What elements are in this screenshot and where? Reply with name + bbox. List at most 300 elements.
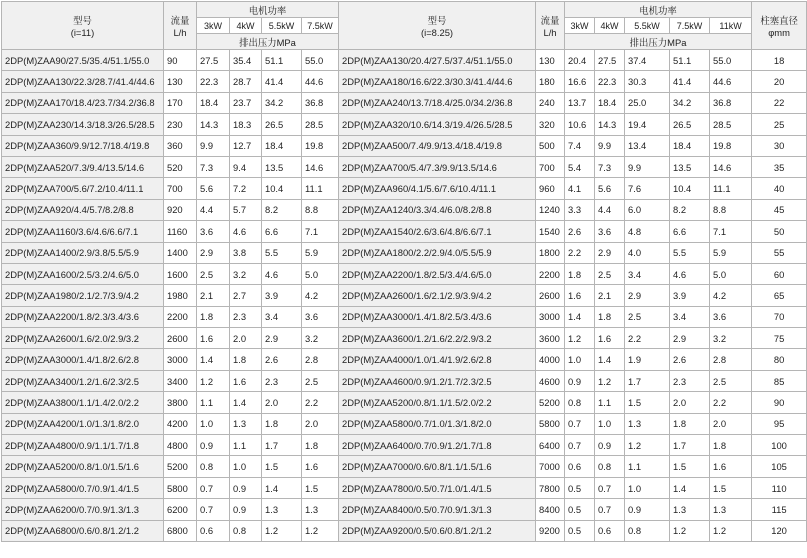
pressure-cell-right: 1.8 xyxy=(670,413,710,434)
pressure-cell-left: 2.1 xyxy=(197,285,230,306)
pressure-cell-left: 5.6 xyxy=(197,178,230,199)
pressure-cell-right: 55.0 xyxy=(710,50,752,71)
flow-cell-right: 240 xyxy=(536,92,565,113)
diameter-cell: 30 xyxy=(752,135,807,156)
pressure-cell-right: 4.1 xyxy=(565,178,595,199)
flow-header-left xyxy=(164,2,197,50)
pressure-cell-right: 7.4 xyxy=(565,135,595,156)
pressure-cell-right: 2.6 xyxy=(670,349,710,370)
pressure-cell-left: 1.1 xyxy=(197,392,230,413)
flow-cell-right: 6400 xyxy=(536,435,565,456)
pressure-cell-left: 0.9 xyxy=(197,435,230,456)
flow-cell-left: 2200 xyxy=(164,306,197,327)
pressure-cell-right: 26.5 xyxy=(670,114,710,135)
pressure-cell-left: 4.2 xyxy=(302,285,339,306)
pressure-cell-right: 0.5 xyxy=(565,499,595,520)
pressure-cell-left: 1.4 xyxy=(230,392,262,413)
pressure-cell-left: 1.3 xyxy=(262,499,302,520)
pressure-cell-left: 27.5 xyxy=(197,50,230,71)
pressure-cell-right: 2.3 xyxy=(670,370,710,391)
flow-cell-right: 2600 xyxy=(536,285,565,306)
table-row xyxy=(2,328,807,349)
pressure-cell-right: 1.6 xyxy=(710,456,752,477)
pressure-cell-left: 9.4 xyxy=(230,156,262,177)
pressure-cell-right: 3.4 xyxy=(625,263,670,284)
pressure-cell-right: 2.5 xyxy=(710,370,752,391)
diameter-cell: 40 xyxy=(752,178,807,199)
model-cell-left: 2DP(M)ZAA360/9.9/12.7/18.4/19.8 xyxy=(2,135,164,156)
pressure-cell-right: 2.9 xyxy=(670,328,710,349)
flow-cell-left: 6800 xyxy=(164,520,197,541)
pressure-cell-left: 2.6 xyxy=(262,349,302,370)
pressure-cell-right: 4.2 xyxy=(710,285,752,306)
flow-cell-left: 90 xyxy=(164,50,197,71)
pressure-cell-right: 1.6 xyxy=(565,285,595,306)
diameter-cell: 105 xyxy=(752,456,807,477)
flow-cell-left: 700 xyxy=(164,178,197,199)
pressure-cell-left: 2.7 xyxy=(230,285,262,306)
diameter-cell: 65 xyxy=(752,285,807,306)
flow-cell-left: 520 xyxy=(164,156,197,177)
pressure-cell-right: 1.6 xyxy=(595,328,625,349)
pressure-cell-right: 19.4 xyxy=(625,114,670,135)
pressure-cell-left: 44.6 xyxy=(302,71,339,92)
flow-cell-left: 360 xyxy=(164,135,197,156)
diameter-cell: 115 xyxy=(752,499,807,520)
model-label-right: 型号 xyxy=(427,15,447,26)
pressure-cell-right: 0.7 xyxy=(595,499,625,520)
model-cell-right: 2DP(M)ZAA180/16.6/22.3/30.3/41.4/44.6 xyxy=(339,71,536,92)
pressure-cell-right: 27.5 xyxy=(595,50,625,71)
pressure-cell-left: 0.9 xyxy=(230,499,262,520)
pressure-cell-right: 0.8 xyxy=(625,520,670,541)
pressure-cell-right: 5.0 xyxy=(710,263,752,284)
pressure-cell-left: 18.4 xyxy=(197,92,230,113)
model-cell-left: 2DP(M)ZAA230/14.3/18.3/26.5/28.5 xyxy=(2,114,164,135)
pressure-cell-left: 4.4 xyxy=(197,199,230,220)
power-col-left: 3kW xyxy=(197,18,230,34)
flow-cell-left: 6200 xyxy=(164,499,197,520)
pressure-cell-right: 18.4 xyxy=(595,92,625,113)
model-cell-left: 2DP(M)ZAA5800/0.7/0.9/1.4/1.5 xyxy=(2,477,164,498)
pressure-cell-right: 7.3 xyxy=(595,156,625,177)
pressure-cell-left: 2.5 xyxy=(302,370,339,391)
pressure-cell-right: 3.9 xyxy=(670,285,710,306)
pressure-cell-right: 4.6 xyxy=(670,263,710,284)
pressure-cell-right: 10.4 xyxy=(670,178,710,199)
pressure-cell-right: 13.7 xyxy=(565,92,595,113)
pressure-header-right: 排出压力MPa xyxy=(565,34,752,50)
diameter-cell: 18 xyxy=(752,50,807,71)
pressure-cell-left: 1.7 xyxy=(262,435,302,456)
flow-cell-right: 4600 xyxy=(536,370,565,391)
pressure-cell-right: 8.2 xyxy=(670,199,710,220)
pressure-cell-left: 55.0 xyxy=(302,50,339,71)
model-cell-left: 2DP(M)ZAA170/18.4/23.7/34.2/36.8 xyxy=(2,92,164,113)
pressure-cell-left: 1.0 xyxy=(230,456,262,477)
pressure-cell-left: 4.6 xyxy=(230,221,262,242)
model-cell-left: 2DP(M)ZAA2600/1.6/2.0/2.9/3.2 xyxy=(2,328,164,349)
table-row xyxy=(2,349,807,370)
pressure-cell-right: 5.9 xyxy=(710,242,752,263)
pressure-cell-left: 34.2 xyxy=(262,92,302,113)
flow-cell-left: 3000 xyxy=(164,349,197,370)
pressure-cell-left: 1.2 xyxy=(302,520,339,541)
pressure-cell-right: 0.8 xyxy=(565,392,595,413)
pressure-cell-left: 14.6 xyxy=(302,156,339,177)
flow-cell-right: 9200 xyxy=(536,520,565,541)
pressure-cell-left: 28.7 xyxy=(230,71,262,92)
flow-cell-right: 1240 xyxy=(536,199,565,220)
model-cell-left: 2DP(M)ZAA520/7.3/9.4/13.5/14.6 xyxy=(2,156,164,177)
power-col-left: 4kW xyxy=(230,18,262,34)
table-row xyxy=(2,178,807,199)
pressure-cell-left: 28.5 xyxy=(302,114,339,135)
model-cell-right: 2DP(M)ZAA8400/0.5/0.7/0.9/1.3/1.3 xyxy=(339,499,536,520)
diameter-cell: 70 xyxy=(752,306,807,327)
pressure-cell-right: 18.4 xyxy=(670,135,710,156)
table-row xyxy=(2,114,807,135)
pressure-cell-left: 35.4 xyxy=(230,50,262,71)
pressure-cell-right: 0.9 xyxy=(595,435,625,456)
flow-label-left: 流量 xyxy=(170,15,190,26)
pressure-cell-right: 1.3 xyxy=(710,499,752,520)
pressure-cell-left: 12.7 xyxy=(230,135,262,156)
pressure-cell-right: 28.5 xyxy=(710,114,752,135)
power-col-right: 3kW xyxy=(565,18,595,34)
model-cell-left: 2DP(M)ZAA4800/0.9/1.1/1.7/1.8 xyxy=(2,435,164,456)
model-cell-right: 2DP(M)ZAA7000/0.6/0.8/1.1/1.5/1.6 xyxy=(339,456,536,477)
pressure-cell-right: 7.6 xyxy=(625,178,670,199)
pressure-cell-right: 22.3 xyxy=(595,71,625,92)
model-cell-left: 2DP(M)ZAA3800/1.1/1.4/2.0/2.2 xyxy=(2,392,164,413)
pressure-cell-left: 1.4 xyxy=(262,477,302,498)
pressure-cell-right: 3.6 xyxy=(710,306,752,327)
pressure-cell-right: 51.1 xyxy=(670,50,710,71)
flow-cell-right: 130 xyxy=(536,50,565,71)
pressure-cell-right: 3.4 xyxy=(670,306,710,327)
pressure-cell-right: 0.6 xyxy=(595,520,625,541)
pressure-cell-right: 36.8 xyxy=(710,92,752,113)
model-cell-right: 2DP(M)ZAA960/4.1/5.6/7.6/10.4/11.1 xyxy=(339,178,536,199)
pressure-cell-left: 5.0 xyxy=(302,263,339,284)
pressure-cell-left: 3.4 xyxy=(262,306,302,327)
pressure-cell-right: 1.3 xyxy=(670,499,710,520)
pressure-cell-right: 1.2 xyxy=(670,520,710,541)
pressure-cell-left: 18.3 xyxy=(230,114,262,135)
model-header-left xyxy=(2,2,164,50)
pressure-cell-left: 1.5 xyxy=(262,456,302,477)
pressure-cell-right: 7.1 xyxy=(710,221,752,242)
pump-spec-table xyxy=(1,1,807,542)
pressure-cell-right: 13.4 xyxy=(625,135,670,156)
flow-cell-left: 130 xyxy=(164,71,197,92)
model-cell-right: 2DP(M)ZAA9200/0.5/0.6/0.8/1.2/1.2 xyxy=(339,520,536,541)
model-label-left: 型号 xyxy=(73,15,92,26)
pressure-cell-left: 4.6 xyxy=(262,263,302,284)
model-cell-right: 2DP(M)ZAA130/20.4/27.5/37.4/51.1/55.0 xyxy=(339,50,536,71)
flow-unit-right: L/h xyxy=(543,27,557,38)
flow-cell-left: 4800 xyxy=(164,435,197,456)
power-header-left: 电机功率 xyxy=(197,2,339,18)
pressure-cell-right: 1.8 xyxy=(595,306,625,327)
pressure-cell-left: 3.8 xyxy=(230,242,262,263)
pressure-cell-right: 0.5 xyxy=(565,477,595,498)
pressure-cell-left: 5.5 xyxy=(262,242,302,263)
model-cell-left: 2DP(M)ZAA1600/2.5/3.2/4.6/5.0 xyxy=(2,263,164,284)
pressure-cell-right: 3.2 xyxy=(710,328,752,349)
flow-cell-right: 5200 xyxy=(536,392,565,413)
diameter-cell: 75 xyxy=(752,328,807,349)
pressure-cell-right: 9.9 xyxy=(595,135,625,156)
flow-cell-right: 7000 xyxy=(536,456,565,477)
pressure-cell-right: 19.8 xyxy=(710,135,752,156)
pressure-cell-right: 2.9 xyxy=(595,242,625,263)
pressure-cell-right: 1.4 xyxy=(670,477,710,498)
pressure-cell-right: 14.6 xyxy=(710,156,752,177)
model-cell-left: 2DP(M)ZAA130/22.3/28.7/41.4/44.6 xyxy=(2,71,164,92)
pressure-cell-right: 2.9 xyxy=(625,285,670,306)
model-cell-left: 2DP(M)ZAA920/4.4/5.7/8.2/8.8 xyxy=(2,199,164,220)
model-cell-right: 2DP(M)ZAA6400/0.7/0.9/1.2/1.7/1.8 xyxy=(339,435,536,456)
model-cell-right: 2DP(M)ZAA1540/2.6/3.6/4.8/6.6/7.1 xyxy=(339,221,536,242)
model-cell-right: 2DP(M)ZAA7800/0.5/0.7/1.0/1.4/1.5 xyxy=(339,477,536,498)
model-cell-right: 2DP(M)ZAA4600/0.9/1.2/1.7/2.3/2.5 xyxy=(339,370,536,391)
pressure-cell-right: 11.1 xyxy=(710,178,752,199)
model-header-right xyxy=(339,2,536,50)
pressure-cell-right: 1.8 xyxy=(565,263,595,284)
pressure-cell-left: 1.4 xyxy=(197,349,230,370)
model-cell-left: 2DP(M)ZAA3000/1.4/1.8/2.6/2.8 xyxy=(2,349,164,370)
pressure-cell-right: 2.2 xyxy=(565,242,595,263)
table-row xyxy=(2,435,807,456)
pressure-cell-left: 1.3 xyxy=(302,499,339,520)
pressure-cell-left: 1.8 xyxy=(262,413,302,434)
pressure-cell-left: 0.6 xyxy=(197,520,230,541)
pressure-cell-left: 2.9 xyxy=(197,242,230,263)
table-row xyxy=(2,392,807,413)
pressure-cell-right: 3.3 xyxy=(565,199,595,220)
pressure-cell-right: 0.7 xyxy=(595,477,625,498)
diameter-cell: 85 xyxy=(752,370,807,391)
pressure-cell-left: 1.0 xyxy=(197,413,230,434)
pressure-cell-left: 51.1 xyxy=(262,50,302,71)
pressure-cell-left: 22.3 xyxy=(197,71,230,92)
pressure-cell-right: 6.6 xyxy=(670,221,710,242)
flow-cell-left: 230 xyxy=(164,114,197,135)
power-col-right: 4kW xyxy=(595,18,625,34)
flow-cell-right: 5800 xyxy=(536,413,565,434)
diameter-cell: 45 xyxy=(752,199,807,220)
table-row xyxy=(2,263,807,284)
pressure-cell-left: 3.2 xyxy=(302,328,339,349)
model-cell-right: 2DP(M)ZAA3000/1.4/1.8/2.5/3.4/3.6 xyxy=(339,306,536,327)
pressure-cell-right: 0.8 xyxy=(595,456,625,477)
model-cell-right: 2DP(M)ZAA5800/0.7/1.0/1.3/1.8/2.0 xyxy=(339,413,536,434)
pressure-cell-left: 3.9 xyxy=(262,285,302,306)
pressure-cell-right: 2.8 xyxy=(710,349,752,370)
flow-cell-left: 5200 xyxy=(164,456,197,477)
flow-cell-right: 2200 xyxy=(536,263,565,284)
flow-cell-right: 500 xyxy=(536,135,565,156)
flow-cell-right: 180 xyxy=(536,71,565,92)
table-row xyxy=(2,499,807,520)
power-col-right: 7.5kW xyxy=(670,18,710,34)
model-cell-right: 2DP(M)ZAA5200/0.8/1.1/1.5/2.0/2.2 xyxy=(339,392,536,413)
pressure-cell-right: 0.5 xyxy=(565,520,595,541)
table-row xyxy=(2,520,807,541)
model-cell-left: 2DP(M)ZAA6200/0.7/0.9/1.3/1.3 xyxy=(2,499,164,520)
pressure-cell-right: 20.4 xyxy=(565,50,595,71)
pressure-cell-left: 7.3 xyxy=(197,156,230,177)
flow-header-right xyxy=(536,2,565,50)
flow-cell-right: 7800 xyxy=(536,477,565,498)
model-cell-left: 2DP(M)ZAA6800/0.6/0.8/1.2/1.2 xyxy=(2,520,164,541)
pressure-cell-right: 2.0 xyxy=(670,392,710,413)
diameter-cell: 90 xyxy=(752,392,807,413)
pressure-cell-left: 36.8 xyxy=(302,92,339,113)
table-row xyxy=(2,456,807,477)
pressure-cell-right: 1.0 xyxy=(565,349,595,370)
pressure-cell-left: 2.5 xyxy=(197,263,230,284)
pressure-cell-left: 5.7 xyxy=(230,199,262,220)
pressure-cell-left: 6.6 xyxy=(262,221,302,242)
power-header-right: 电机功率 xyxy=(565,2,752,18)
pressure-cell-left: 1.1 xyxy=(230,435,262,456)
dia-label: 柱塞直径 xyxy=(760,15,798,26)
pressure-cell-left: 11.1 xyxy=(302,178,339,199)
model-cell-left: 2DP(M)ZAA1160/3.6/4.6/6.6/7.1 xyxy=(2,221,164,242)
pressure-cell-left: 2.3 xyxy=(262,370,302,391)
diameter-cell: 25 xyxy=(752,114,807,135)
pressure-cell-right: 2.0 xyxy=(710,413,752,434)
flow-cell-left: 1160 xyxy=(164,221,197,242)
table-row xyxy=(2,285,807,306)
pressure-cell-left: 1.8 xyxy=(302,435,339,456)
pressure-cell-right: 9.9 xyxy=(625,156,670,177)
flow-cell-left: 1600 xyxy=(164,263,197,284)
model-cell-right: 2DP(M)ZAA700/5.4/7.3/9.9/13.5/14.6 xyxy=(339,156,536,177)
pressure-cell-left: 2.2 xyxy=(302,392,339,413)
table-row xyxy=(2,306,807,327)
pressure-cell-right: 1.7 xyxy=(625,370,670,391)
flow-cell-left: 4200 xyxy=(164,413,197,434)
pressure-cell-left: 1.8 xyxy=(230,349,262,370)
pressure-cell-right: 25.0 xyxy=(625,92,670,113)
model-cell-left: 2DP(M)ZAA1980/2.1/2.7/3.9/4.2 xyxy=(2,285,164,306)
pressure-cell-left: 2.3 xyxy=(230,306,262,327)
pressure-header-left: 排出压力MPa xyxy=(197,34,339,50)
pressure-cell-left: 7.1 xyxy=(302,221,339,242)
pressure-cell-left: 8.8 xyxy=(302,199,339,220)
pressure-cell-right: 0.6 xyxy=(565,456,595,477)
flow-cell-left: 170 xyxy=(164,92,197,113)
pressure-cell-left: 0.8 xyxy=(230,520,262,541)
flow-cell-left: 2600 xyxy=(164,328,197,349)
diameter-cell: 20 xyxy=(752,71,807,92)
power-col-left: 5.5kW xyxy=(262,18,302,34)
diameter-cell: 100 xyxy=(752,435,807,456)
pressure-cell-right: 1.3 xyxy=(625,413,670,434)
pressure-cell-left: 23.7 xyxy=(230,92,262,113)
dia-unit: φmm xyxy=(768,27,790,38)
power-col-left: 7.5kW xyxy=(302,18,339,34)
diameter-cell: 60 xyxy=(752,263,807,284)
flow-cell-left: 920 xyxy=(164,199,197,220)
diameter-cell: 120 xyxy=(752,520,807,541)
pressure-cell-right: 0.7 xyxy=(565,413,595,434)
table-row xyxy=(2,477,807,498)
pressure-cell-right: 2.6 xyxy=(565,221,595,242)
pressure-cell-right: 41.4 xyxy=(670,71,710,92)
pressure-cell-left: 1.6 xyxy=(302,456,339,477)
flow-cell-right: 1800 xyxy=(536,242,565,263)
table-row xyxy=(2,50,807,71)
model-cell-right: 2DP(M)ZAA240/13.7/18.4/25.0/34.2/36.8 xyxy=(339,92,536,113)
pressure-cell-left: 3.2 xyxy=(230,263,262,284)
table-row xyxy=(2,156,807,177)
pressure-cell-right: 5.5 xyxy=(670,242,710,263)
pressure-cell-left: 2.0 xyxy=(302,413,339,434)
pressure-cell-right: 1.2 xyxy=(565,328,595,349)
model-cell-left: 2DP(M)ZAA700/5.6/7.2/10.4/11.1 xyxy=(2,178,164,199)
pressure-cell-left: 26.5 xyxy=(262,114,302,135)
pressure-cell-left: 0.9 xyxy=(230,477,262,498)
pressure-cell-right: 2.2 xyxy=(710,392,752,413)
model-cell-right: 2DP(M)ZAA320/10.6/14.3/19.4/26.5/28.5 xyxy=(339,114,536,135)
dia-header xyxy=(752,2,807,50)
power-col-right: 11kW xyxy=(710,18,752,34)
pressure-cell-right: 1.5 xyxy=(710,477,752,498)
flow-cell-right: 1540 xyxy=(536,221,565,242)
diameter-cell: 95 xyxy=(752,413,807,434)
pressure-cell-right: 1.0 xyxy=(595,413,625,434)
pressure-cell-left: 14.3 xyxy=(197,114,230,135)
pressure-cell-right: 1.9 xyxy=(625,349,670,370)
pressure-cell-left: 1.6 xyxy=(197,328,230,349)
pressure-cell-left: 1.6 xyxy=(230,370,262,391)
model-cell-right: 2DP(M)ZAA4000/1.0/1.4/1.9/2.6/2.8 xyxy=(339,349,536,370)
model-cell-left: 2DP(M)ZAA5200/0.8/1.0/1.5/1.6 xyxy=(2,456,164,477)
pressure-cell-left: 3.6 xyxy=(197,221,230,242)
pressure-cell-right: 1.2 xyxy=(625,435,670,456)
pressure-cell-left: 41.4 xyxy=(262,71,302,92)
pressure-cell-right: 8.8 xyxy=(710,199,752,220)
flow-cell-right: 700 xyxy=(536,156,565,177)
flow-cell-right: 3600 xyxy=(536,328,565,349)
pressure-cell-right: 1.2 xyxy=(710,520,752,541)
pressure-cell-right: 3.6 xyxy=(595,221,625,242)
flow-cell-right: 320 xyxy=(536,114,565,135)
pressure-cell-left: 2.0 xyxy=(230,328,262,349)
pressure-cell-right: 4.0 xyxy=(625,242,670,263)
diameter-cell: 110 xyxy=(752,477,807,498)
table-row xyxy=(2,242,807,263)
table-row xyxy=(2,370,807,391)
flow-cell-right: 960 xyxy=(536,178,565,199)
flow-cell-right: 3000 xyxy=(536,306,565,327)
ratio-label-right: (i=8.25) xyxy=(420,27,454,38)
power-col-right: 5.5kW xyxy=(625,18,670,34)
pressure-cell-left: 1.3 xyxy=(230,413,262,434)
model-cell-left: 2DP(M)ZAA2200/1.8/2.3/3.4/3.6 xyxy=(2,306,164,327)
pressure-cell-right: 1.4 xyxy=(565,306,595,327)
flow-cell-left: 1980 xyxy=(164,285,197,306)
pressure-cell-right: 2.2 xyxy=(625,328,670,349)
pressure-cell-right: 5.6 xyxy=(595,178,625,199)
pressure-cell-right: 0.7 xyxy=(565,435,595,456)
pressure-cell-right: 2.5 xyxy=(625,306,670,327)
